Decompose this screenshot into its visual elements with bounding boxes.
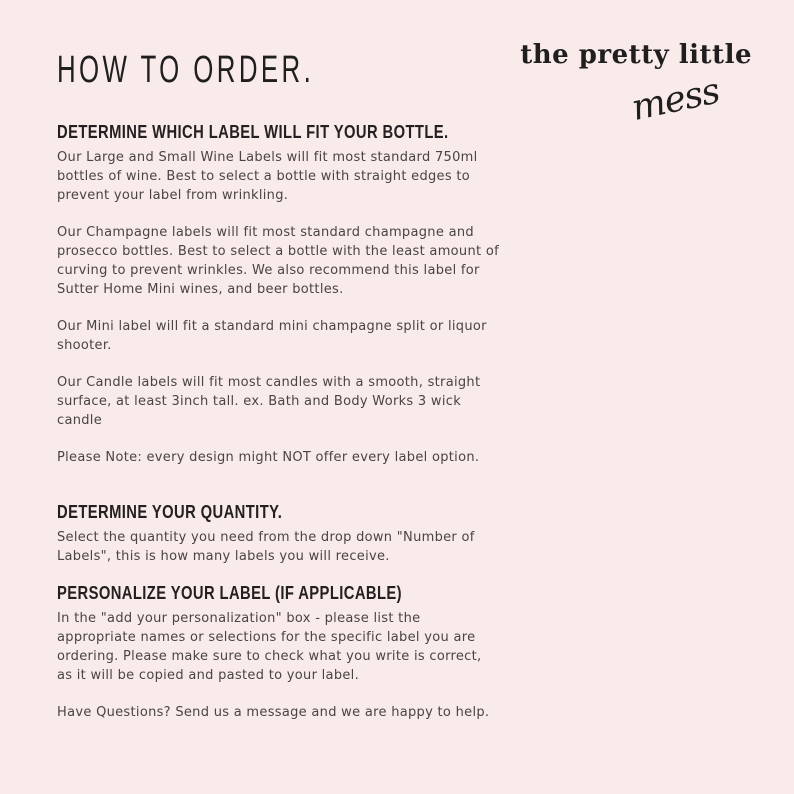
- section-personalize-heading: PERSONALIZE YOUR LABEL (IF APPLICABLE): [57, 583, 402, 603]
- brand-logo: [512, 40, 752, 130]
- paragraph-mini-label: Our Mini label will fit a standard mini champagne split or liquor shooter.: [57, 319, 487, 353]
- paragraph-please-note: Please Note: every design might NOT offer every label option.: [57, 450, 480, 465]
- section-quantity-heading: DETERMINE YOUR QUANTITY.: [57, 502, 283, 522]
- brand-name-serif: the pretty little: [520, 40, 752, 70]
- section-label-fit: [57, 123, 499, 467]
- content-column: [0, 50, 499, 722]
- paragraph-candle-labels: Our Candle labels will fit most candles with a smooth, straight surface, at least 3inch tall. ex. Bath and Body Works 3 wick candle: [57, 375, 481, 428]
- paragraph-champagne-labels: Our Champagne labels will fit most standard champagne and prosecco bottles. Best to select a bottle with the least amount of curving to prevent wrinkles. We also recommend this label for Sutter Home Mini wines, and beer bottles.: [57, 225, 499, 297]
- paragraph-quantity: Select the quantity you need from the drop down "Number of Labels", this is how many labels you will receive.: [57, 530, 475, 564]
- page-title: HOW TO ORDER.: [57, 49, 315, 91]
- brand-name-script: mess: [627, 70, 723, 130]
- paragraph-personalization: In the "add your personalization" box - please list the appropriate names or selections for the specific label you are ordering. Please make sure to check what you write is correct, as it will be copied and pasted to your label.: [57, 611, 482, 683]
- section-personalize: [57, 584, 499, 722]
- paragraph-questions: Have Questions? Send us a message and we are happy to help.: [57, 705, 490, 720]
- section-quantity: [57, 503, 499, 566]
- paragraph-wine-labels: Our Large and Small Wine Labels will fit most standard 750ml bottles of wine. Best to select a bottle with straight edges to prevent your label from wrinkling.: [57, 150, 478, 203]
- section-label-fit-heading: DETERMINE WHICH LABEL WILL FIT YOUR BOTTLE.: [57, 122, 449, 142]
